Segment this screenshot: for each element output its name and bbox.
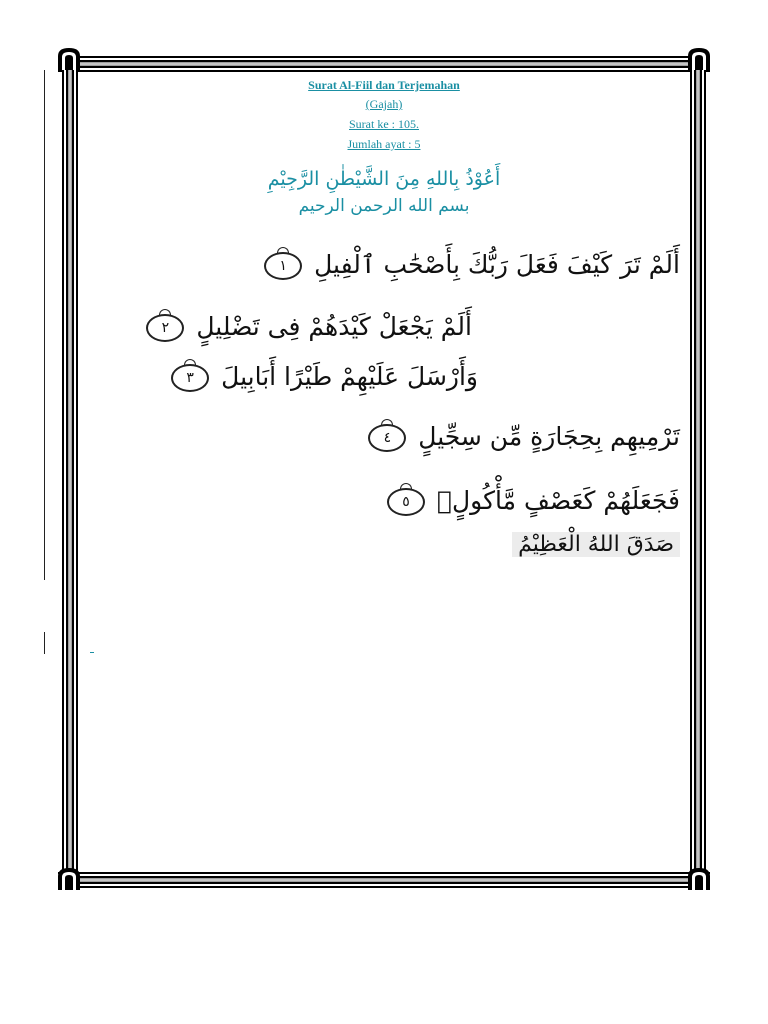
verse-4 xyxy=(364,422,680,452)
margin-line-lower xyxy=(44,632,45,654)
verse-2-number-marker: ٢ xyxy=(146,314,184,342)
verse-1-number-marker: ١ xyxy=(264,252,302,280)
page-subtitle: (Gajah) xyxy=(365,97,403,111)
verse-5 xyxy=(383,486,680,516)
verse-3 xyxy=(167,362,478,392)
frame-bottom-border xyxy=(58,872,710,888)
verse-1 xyxy=(260,250,680,280)
basmalah: بسم الله الرحمن الرحيم xyxy=(298,196,470,216)
corner-ornament-top-left xyxy=(56,46,82,72)
verse-1-text: أَلَمْ تَرَ كَيْفَ فَعَلَ رَبُّكَ بِأَصْحَٰبِ ٱلْفِيلِ xyxy=(314,250,680,279)
frame-top-border xyxy=(58,56,710,72)
verse-2 xyxy=(142,312,472,342)
verse-2-text: أَلَمْ يَجْعَلْ كَيْدَهُمْ فِى تَضْلِيلٍ xyxy=(196,312,472,341)
verse-4-text: تَرْمِيهِم بِحِجَارَةٍ مِّن سِجِّيلٍ xyxy=(418,422,680,451)
verse-5-text: فَجَعَلَهُمْ كَعَصْفٍ مَّأْكُولٍۭ xyxy=(437,486,680,515)
isti-adhah: أَعُوْذُ بِاللهِ مِنَ الشَّيْطٰنِ الرَّجِيْمِ xyxy=(267,168,501,190)
surah-number: Surat ke : 105. xyxy=(349,117,419,131)
corner-ornament-bottom-left xyxy=(56,866,82,892)
page-title: Surat Al-Fiil dan Terjemahan xyxy=(308,78,460,92)
verse-3-number-marker: ٣ xyxy=(171,364,209,392)
stray-mark xyxy=(90,652,94,653)
closing-phrase: صَدَقَ اللهُ الْعَظِيْمُ xyxy=(512,532,680,557)
corner-ornament-bottom-right xyxy=(686,866,712,892)
verse-4-number-marker: ٤ xyxy=(368,424,406,452)
corner-ornament-top-right xyxy=(686,46,712,72)
verse-3-text: وَأَرْسَلَ عَلَيْهِمْ طَيْرًا أَبَابِيلَ xyxy=(221,362,478,391)
verse-5-number-marker: ٥ xyxy=(387,488,425,516)
verse-count: Jumlah ayat : 5 xyxy=(347,137,421,151)
